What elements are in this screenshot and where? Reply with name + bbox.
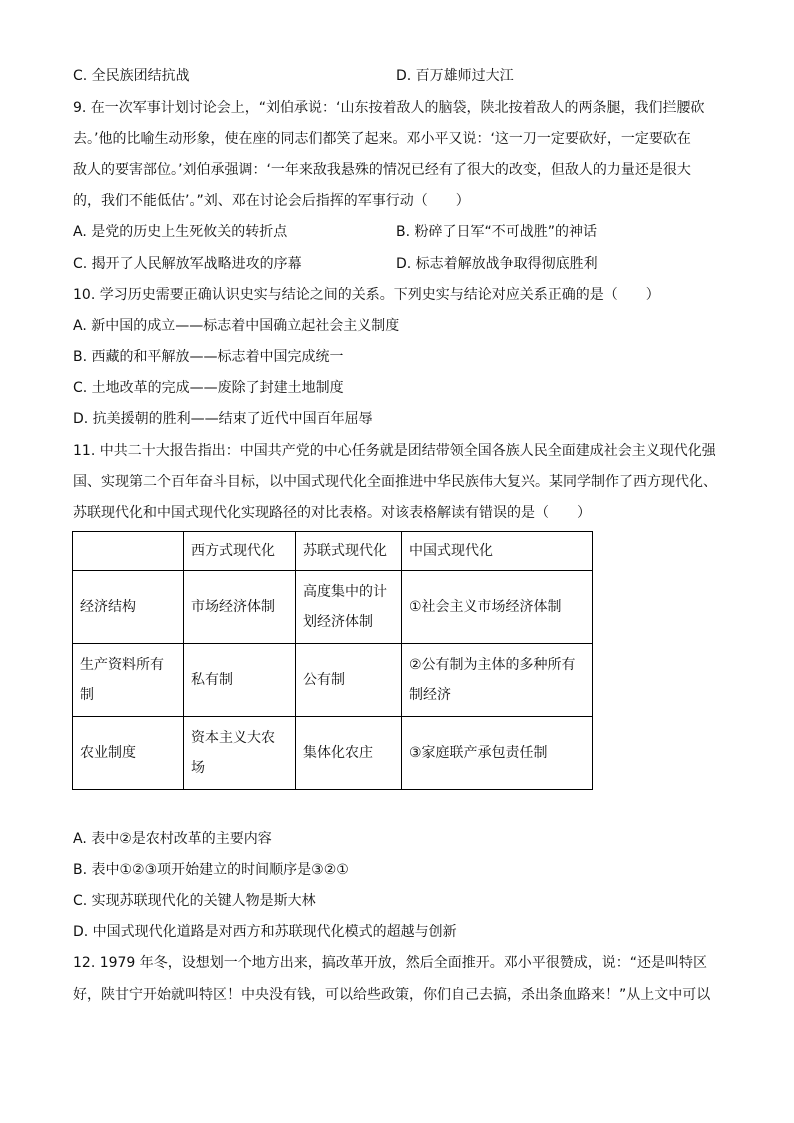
table-cell: 市场经济体制	[184, 571, 296, 644]
q9-option-b[interactable]: B. 粉碎了日军“不可战胜”的神话	[396, 224, 598, 240]
q9-stem-line3: 敌人的要害部位。’刘伯承强调：‘一年来敌我悬殊的情况已经有了很大的改变，但敌人的力量还是很大	[73, 162, 691, 178]
q9-stem-line1: 9. 在一次军事计划讨论会上，“刘伯承说：‘山东按着敌人的脑袋，陕北按着敌人的两条腿，我们拦腰砍	[73, 100, 705, 116]
q10-option-d[interactable]: D. 抗美援朝的胜利——结束了近代中国百年屈辱	[73, 411, 373, 427]
q9-option-c[interactable]: C. 揭开了人民解放军战略进攻的序幕	[73, 256, 302, 272]
table-cell: 高度集中的计划经济体制	[296, 571, 402, 644]
q9-stem-line4: 的，我们不能低估’。”刘、邓在讨论会后指挥的军事行动（ ）	[73, 193, 470, 209]
q9-stem-line2: 去。’他的比喻生动形象，使在座的同志们都笑了起来。邓小平又说：‘这一刀一定要砍好，一定要砍在	[73, 131, 691, 147]
q8-options-row	[73, 66, 723, 86]
q8-option-c[interactable]: C. 全民族团结抗战	[73, 68, 190, 84]
modernization-comparison-table	[72, 531, 593, 790]
q11-option-b[interactable]: B. 表中①②③项开始建立的时间顺序是③②①	[73, 862, 349, 878]
q9-option-d[interactable]: D. 标志着解放战争取得彻底胜利	[396, 256, 598, 272]
q8-option-d[interactable]: D. 百万雄师过大江	[396, 68, 514, 84]
q12-stem-line1: 12. 1979 年冬，设想划一个地方出来，搞改革开放，然后全面推开。邓小平很赞成，说：“还是叫特区	[73, 955, 708, 971]
table-cell: 生产资料所有制	[73, 644, 184, 717]
q9-option-a[interactable]: A. 是党的历史上生死攸关的转折点	[73, 224, 288, 240]
q10-option-b[interactable]: B. 西藏的和平解放——标志着中国完成统一	[73, 349, 344, 365]
q11-option-d[interactable]: D. 中国式现代化道路是对西方和苏联现代化模式的超越与创新	[73, 924, 457, 940]
table-header-cell	[73, 532, 184, 571]
table-cell: 经济结构	[73, 571, 184, 644]
table-row	[73, 644, 593, 717]
table-cell: 农业制度	[73, 717, 184, 790]
q10-option-a[interactable]: A. 新中国的成立——标志着中国确立起社会主义制度	[73, 318, 400, 334]
table-header-cell: 苏联式现代化	[296, 532, 402, 571]
table-cell: ③家庭联产承包责任制	[402, 717, 593, 790]
table-cell: ②公有制为主体的多种所有制经济	[402, 644, 593, 717]
table-cell: ①社会主义市场经济体制	[402, 571, 593, 644]
q11-option-c[interactable]: C. 实现苏联现代化的关键人物是斯大林	[73, 893, 316, 909]
q12-stem-line2: 好，陕甘宁开始就叫特区！中央没有钱，可以给些政策，你们自己去搞，杀出条血路来！”从上文中可以	[73, 987, 711, 1003]
q10-option-c[interactable]: C. 土地改革的完成——废除了封建土地制度	[73, 380, 344, 396]
table-header-cell: 中国式现代化	[402, 532, 593, 571]
table-header-row	[73, 532, 593, 571]
table-row	[73, 717, 593, 790]
table-header-cell: 西方式现代化	[184, 532, 296, 571]
q9-options-row2	[73, 254, 723, 274]
table-row	[73, 571, 593, 644]
table-cell: 集体化农庄	[296, 717, 402, 790]
table-cell: 公有制	[296, 644, 402, 717]
q11-stem-line3: 苏联现代化和中国式现代化实现路径的对比表格。对该表格解读有错误的是（ ）	[73, 505, 591, 521]
q11-stem-line1: 11. 中共二十大报告指出：中国共产党的中心任务就是团结带领全国各族人民全面建成社会主义现代化强	[73, 443, 716, 459]
table-cell: 资本主义大农场	[184, 717, 296, 790]
q11-stem-line2: 国、实现第二个百年奋斗目标，以中国式现代化全面推进中华民族伟大复兴。某同学制作了西方现代化、	[73, 474, 717, 490]
q11-option-a[interactable]: A. 表中②是农村改革的主要内容	[73, 831, 272, 847]
q9-options-row1	[73, 222, 723, 242]
table-cell: 私有制	[184, 644, 296, 717]
q10-stem: 10. 学习历史需要正确认识史实与结论之间的关系。下列史实与结论对应关系正确的是（ ）	[73, 287, 660, 303]
